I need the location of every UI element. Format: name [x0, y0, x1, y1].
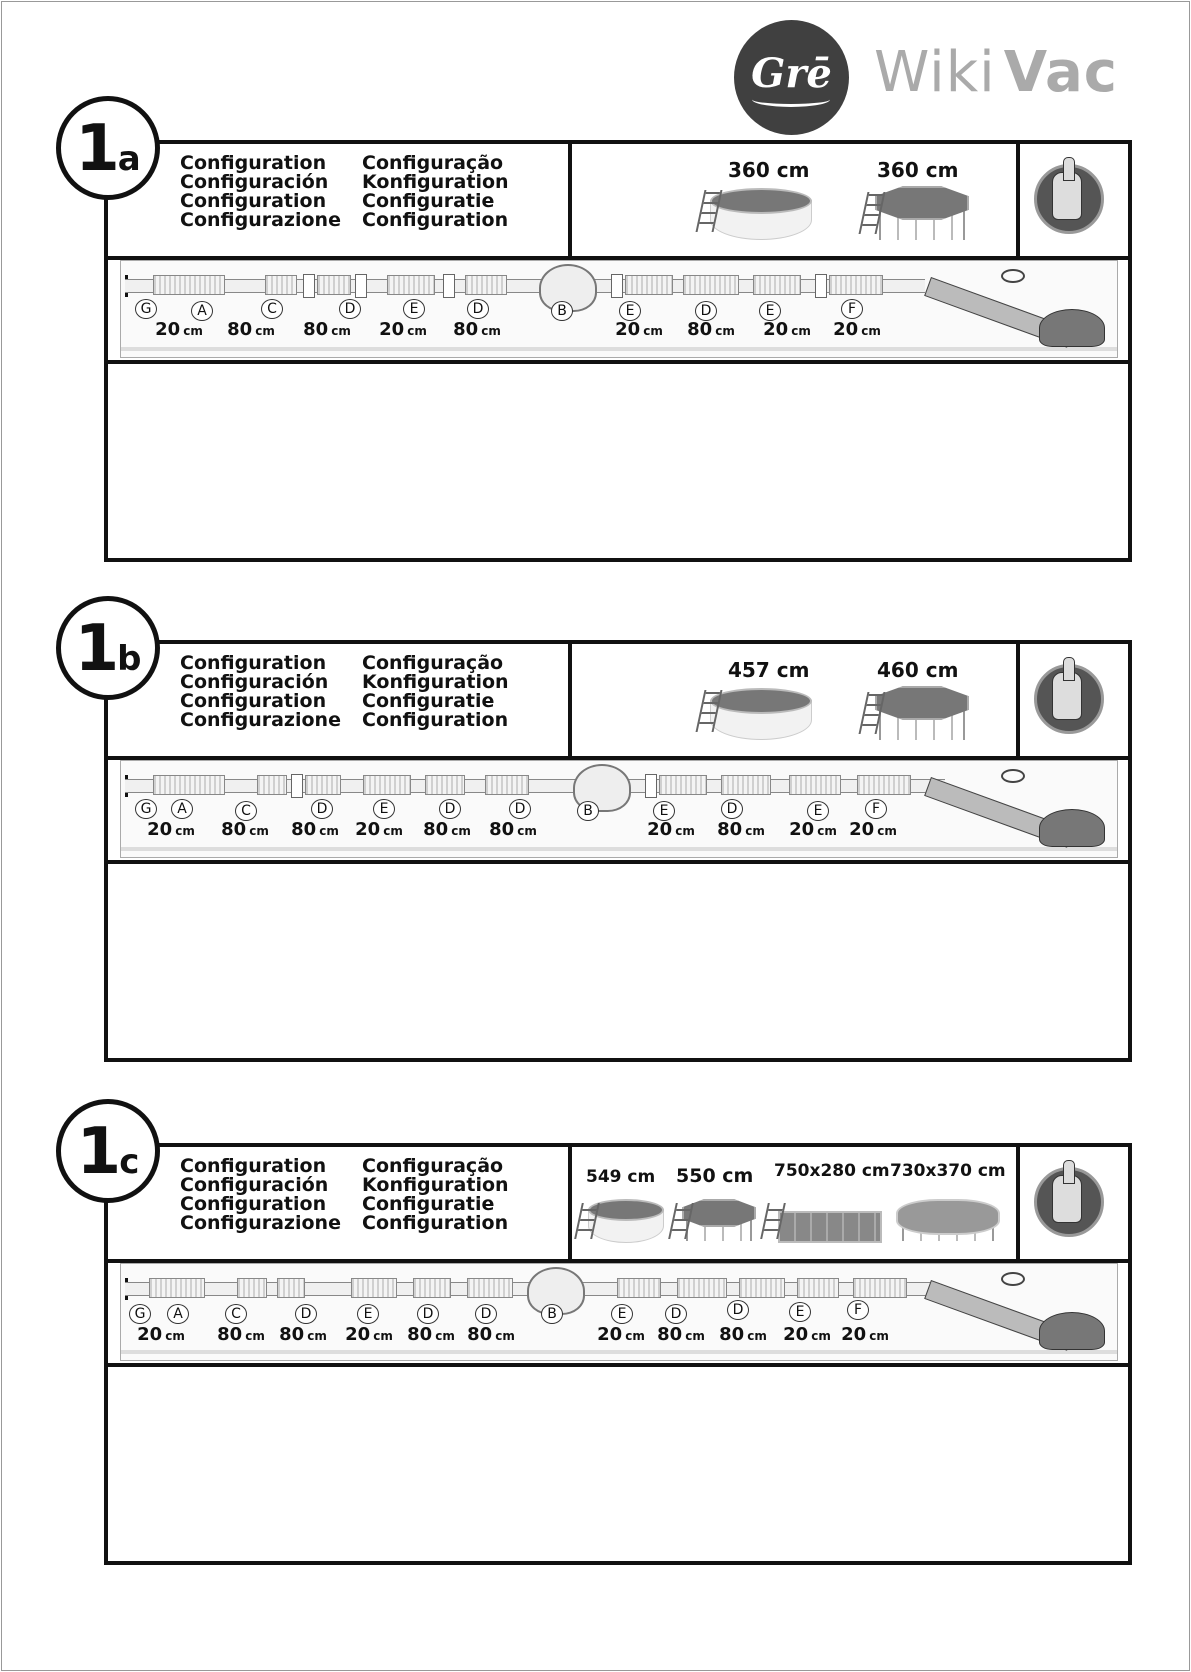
part-label: F	[847, 1300, 869, 1320]
hose-length: 20 cm	[849, 819, 897, 840]
part-label: D	[727, 1300, 749, 1320]
part-label: D	[439, 799, 461, 819]
part-label: E	[357, 1304, 379, 1324]
hose-length: 20 cm	[789, 819, 837, 840]
hose-diagram	[108, 756, 1128, 864]
hose-length: 20 cm	[763, 319, 811, 340]
part-label: C	[261, 299, 283, 319]
part-label: E	[403, 299, 425, 319]
hose-length: 20 cm	[615, 319, 663, 340]
pool-size-label: 730x370 cm	[890, 1161, 1006, 1181]
hose-length: 20 cm	[783, 1324, 831, 1345]
part-label: E	[759, 301, 781, 321]
pool-sizes	[568, 144, 1020, 256]
part-label: G	[135, 299, 157, 319]
pool-cleaner-icon	[931, 767, 1111, 847]
hose-length: 80 cm	[227, 319, 275, 340]
part-label: F	[865, 799, 887, 819]
hose-length: 20 cm	[597, 1324, 645, 1345]
part-label: G	[135, 799, 157, 819]
hose-length: 80 cm	[453, 319, 501, 340]
part-label: D	[295, 1304, 317, 1324]
brand-name-part1: Wiki	[874, 40, 996, 105]
thumbs-up-icon	[1012, 144, 1128, 256]
part-label: F	[841, 299, 863, 319]
thumbs-up-icon	[1012, 1147, 1128, 1259]
config-labels: Configuration Configuração Configuración Konfiguration Configuration Configuratie Configurazione Configuration	[180, 152, 509, 231]
part-label: E	[373, 799, 395, 819]
part-label: D	[417, 1304, 439, 1324]
hose-length: 80 cm	[303, 319, 351, 340]
hose-length: 20 cm	[379, 319, 427, 340]
pool-size-label: 360 cm	[728, 158, 810, 182]
hose-length: 80 cm	[489, 819, 537, 840]
part-label: D	[721, 799, 743, 819]
config-labels: Configuration Configuração Configuración Konfiguration Configuration Configuratie Configurazione Configuration	[180, 1155, 509, 1234]
part-label: B	[551, 301, 573, 321]
section-box-1a	[104, 140, 1132, 562]
part-label: A	[167, 1304, 189, 1324]
pool-size-label: 550 cm	[676, 1165, 754, 1187]
logo-swoosh-icon	[752, 92, 830, 107]
step-badge-1c: 1c	[56, 1099, 160, 1203]
part-label: E	[653, 801, 675, 821]
config-labels: Configuration Configuração Configuración Konfiguration Configuration Configuratie Configurazione Configuration	[180, 652, 509, 731]
part-label: E	[619, 301, 641, 321]
hose-length: 80 cm	[407, 1324, 455, 1345]
pool-size-label: 750x280 cm	[774, 1161, 890, 1181]
notes-area	[108, 1367, 1128, 1561]
part-label: D	[509, 799, 531, 819]
hose-length: 20 cm	[155, 319, 203, 340]
pool-cleaner-icon	[931, 267, 1111, 347]
pool-size-label: 360 cm	[877, 158, 959, 182]
hose-length: 20 cm	[147, 819, 195, 840]
part-label: A	[171, 799, 193, 819]
part-label: B	[577, 801, 599, 821]
part-label: E	[807, 801, 829, 821]
pool-sizes	[568, 1147, 1020, 1259]
brand-name-part2: Vac	[1003, 40, 1118, 105]
hose-length: 80 cm	[467, 1324, 515, 1345]
hose-length: 80 cm	[657, 1324, 705, 1345]
part-label: G	[129, 1304, 151, 1324]
hose-length: 20 cm	[345, 1324, 393, 1345]
hose-length: 20 cm	[137, 1324, 185, 1345]
pool-cleaner-icon	[931, 1270, 1111, 1350]
section-box-1b	[104, 640, 1132, 1062]
hose-length: 80 cm	[217, 1324, 265, 1345]
part-label: E	[789, 1302, 811, 1322]
hose-length: 80 cm	[291, 819, 339, 840]
gre-logo	[734, 20, 849, 135]
hose-length: 80 cm	[221, 819, 269, 840]
hose-length: 80 cm	[687, 319, 735, 340]
part-label: C	[235, 801, 257, 821]
logo-text: Grē	[751, 50, 832, 97]
hose-diagram	[108, 256, 1128, 364]
part-label: E	[611, 1304, 633, 1324]
pool-sizes	[568, 644, 1020, 756]
pool-size-label: 549 cm	[586, 1167, 656, 1187]
thumbs-up-icon	[1012, 644, 1128, 756]
hose-length: 80 cm	[719, 1324, 767, 1345]
part-label: D	[475, 1304, 497, 1324]
hose-length: 80 cm	[279, 1324, 327, 1345]
part-label: B	[541, 1304, 563, 1324]
hose-length: 80 cm	[717, 819, 765, 840]
part-label: D	[695, 301, 717, 321]
hose-length: 80 cm	[423, 819, 471, 840]
hose-length: 20 cm	[647, 819, 695, 840]
step-badge-1a: 1a	[56, 96, 160, 200]
part-label: D	[311, 799, 333, 819]
notes-area	[108, 864, 1128, 1058]
section-box-1c	[104, 1143, 1132, 1565]
hose-diagram	[108, 1259, 1128, 1367]
part-label: D	[665, 1304, 687, 1324]
part-label: C	[225, 1304, 247, 1324]
step-badge-1b: 1b	[56, 596, 160, 700]
brand-name	[874, 40, 1118, 105]
part-label: D	[339, 299, 361, 319]
part-label: D	[467, 299, 489, 319]
hose-length: 20 cm	[355, 819, 403, 840]
pool-size-label: 460 cm	[877, 658, 959, 682]
part-label: A	[191, 301, 213, 321]
pool-size-label: 457 cm	[728, 658, 810, 682]
hose-length: 20 cm	[833, 319, 881, 340]
notes-area	[108, 364, 1128, 558]
hose-length: 20 cm	[841, 1324, 889, 1345]
